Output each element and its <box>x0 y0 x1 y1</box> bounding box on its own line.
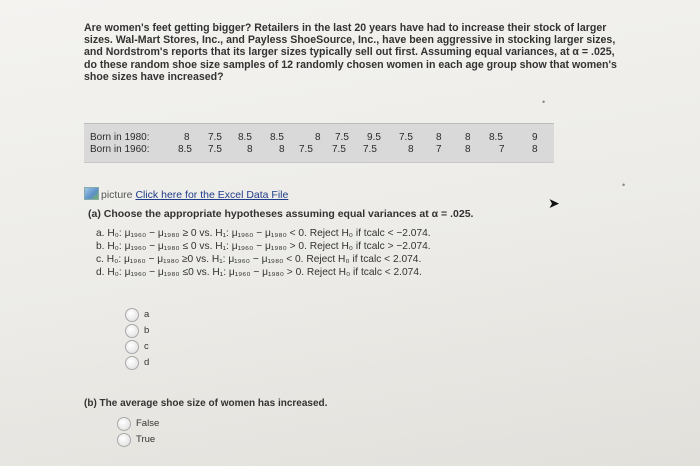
question-line: do these random shoe size samples of 12 randomly chosen women in each age group show that women's <box>84 58 617 71</box>
table-cell: 8 <box>184 132 190 143</box>
table-cell: 7 <box>436 144 442 155</box>
table-cell: 7.5 <box>363 144 377 155</box>
table-cell: 9.5 <box>367 132 381 143</box>
table-cell: 8.5 <box>489 132 503 143</box>
table-cell: 7.5 <box>332 144 346 155</box>
radio-label-true: True <box>136 434 156 445</box>
radio-label-c: c <box>144 341 149 352</box>
hypothesis-option-c: c. H₀: μ₁₉₆₀ − μ₁₉₈₀ ≥0 vs. H₁: μ₁₉₆₀ − μ₁₉₈₀ < 0. Reject H₀ if tcalc < 2.074. <box>96 254 422 265</box>
table-cell: 8 <box>247 144 253 155</box>
table-cell: 8 <box>465 144 471 155</box>
table-cell: 8.5 <box>270 132 284 143</box>
row-label: Born in 1980: <box>90 132 150 143</box>
table-cell: 8 <box>315 132 321 143</box>
table-cell: 8 <box>279 144 285 155</box>
question-line: sizes. Wal-Mart Stores, Inc., and Payless ShoeSource, Inc., have been aggressive in stocking larger sizes, <box>84 34 616 47</box>
hypothesis-option-a: a. H₀: μ₁₉₆₀ − μ₁₉₈₀ ≥ 0 vs. H₁: μ₁₉₆₀ − μ₁₉₈₀ < 0. Reject H₀ if tcalc < −2.074. <box>96 228 431 239</box>
excel-data-file-link[interactable]: Click here for the Excel Data File <box>135 189 289 201</box>
part-b-prompt: (b) The average shoe size of women has increased. <box>84 398 328 409</box>
table-cell: 8.5 <box>178 144 192 155</box>
hypothesis-option-d: d. H₀: μ₁₉₆₀ − μ₁₉₈₀ ≤0 vs. H₁: μ₁₉₆₀ − μ₁₉₈₀ > 0. Reject H₀ if tcalc < 2.074. <box>96 267 422 278</box>
question-text <box>84 22 644 83</box>
hypothesis-option-b: b. H₀: μ₁₉₆₀ − μ₁₉₈₀ ≤ 0 vs. H₁: μ₁₉₆₀ − μ₁₉₈₀ > 0. Reject H₀ if tcalc > −2.074. <box>96 241 431 252</box>
table-cell: 7.5 <box>208 132 222 143</box>
radio-label-d: d <box>144 357 150 368</box>
radio-label-b: b <box>144 325 150 336</box>
table-cell: 8 <box>436 132 442 143</box>
question-line: shoe sizes have increased? <box>84 70 224 83</box>
stray-mark: • <box>622 180 626 190</box>
radio-false[interactable] <box>117 417 131 431</box>
table-cell: 8 <box>408 144 414 155</box>
table-cell: 7.5 <box>399 132 413 143</box>
radio-label-false: False <box>136 418 160 429</box>
radio-true[interactable] <box>117 433 131 447</box>
table-cell: 7.5 <box>299 144 313 155</box>
excel-data-file-link-row <box>84 187 288 201</box>
shoe-size-data-table <box>84 123 554 163</box>
row-label: Born in 1960: <box>90 144 150 155</box>
radio-c[interactable] <box>125 340 139 354</box>
table-cell: 7.5 <box>335 132 349 143</box>
radio-b[interactable] <box>125 324 139 338</box>
mouse-cursor-icon: ➤ <box>548 195 560 211</box>
question-line: and Nordstrom's reports that its larger sizes typically sell out first. Assuming equal variances, at α = .025, <box>84 46 615 59</box>
table-cell: 9 <box>532 132 538 143</box>
picture-label: picture <box>101 189 133 201</box>
table-cell: 8 <box>465 132 471 143</box>
table-cell: 8.5 <box>238 132 252 143</box>
radio-label-a: a <box>144 309 150 320</box>
part-a-prompt: (a) Choose the appropriate hypotheses assuming equal variances at α = .025. <box>88 208 474 220</box>
radio-a[interactable] <box>125 308 139 322</box>
table-cell: 7 <box>499 144 505 155</box>
picture-icon <box>84 187 99 200</box>
table-cell: 8 <box>532 144 538 155</box>
stray-mark: • <box>542 97 546 107</box>
radio-d[interactable] <box>125 356 139 370</box>
table-cell: 7.5 <box>208 144 222 155</box>
question-line: Are women's feet getting bigger? Retailers in the last 20 years have had to increase their stock of larger <box>84 22 607 34</box>
